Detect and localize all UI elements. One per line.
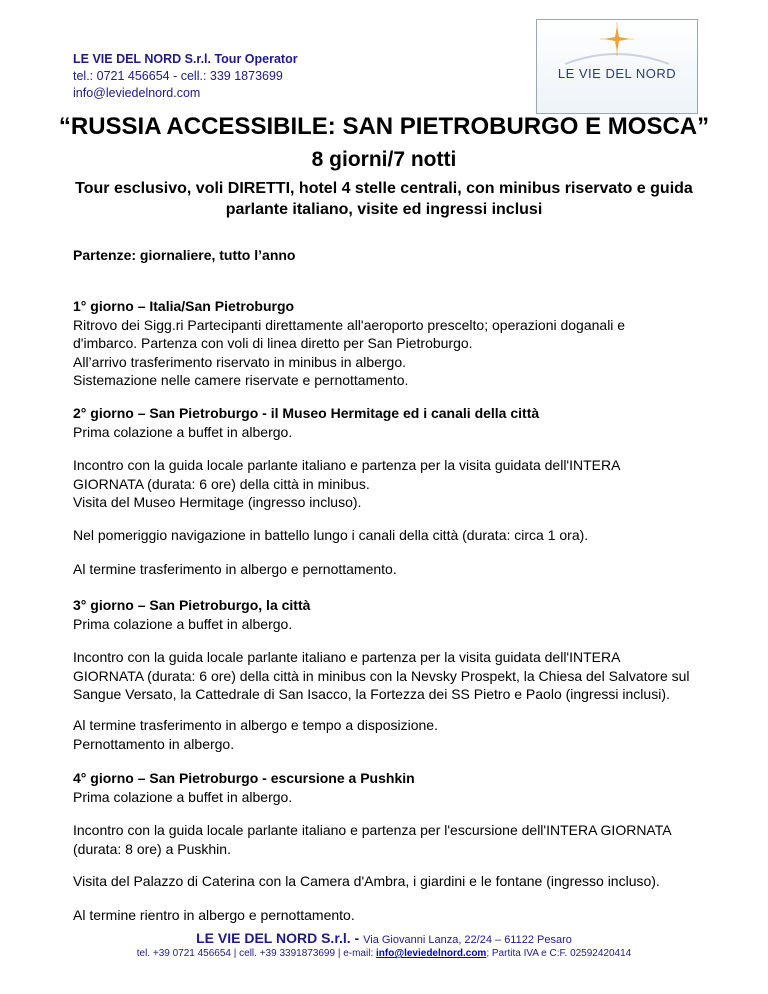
footer-email-link[interactable]: info@leviedelnord.com xyxy=(376,948,487,959)
day3-section xyxy=(73,596,713,633)
day1-line: Ritrovo dei Sigg.ri Partecipanti direttamente all'aeroporto prescelto; operazioni doganali e xyxy=(73,316,626,333)
day3-end xyxy=(73,716,713,753)
day3-line: GIORNATA (durata: 6 ore) della città in minibus con la Nevsky Prospekt, la Chiesa del Salvatore sul xyxy=(73,667,690,684)
footer-contacts: tel. +39 0721 456654 | cell. +39 3391873699 | e-mail: xyxy=(136,948,376,959)
day2-heading: 2° giorno – San Pietroburgo - il Museo Hermitage ed i canali della città xyxy=(73,405,540,421)
day1-line: d'imbarco. Partenza con voli di linea diretto per San Pietroburgo. xyxy=(73,335,473,351)
day2-section xyxy=(73,404,713,441)
company-name: LE VIE DEL NORD S.r.l. Tour Operator xyxy=(73,52,298,66)
day2-line: GIORNATA (durata: 6 ore) della città in minibus. xyxy=(73,475,370,492)
day2-end-text: Al termine trasferimento in albergo e pernottamento. xyxy=(73,561,397,577)
day3-breakfast: Prima colazione a buffet in albergo. xyxy=(73,615,293,632)
day3-visit xyxy=(73,648,713,704)
footer-vat: ; Partita IVA e C:F. 02592420414 xyxy=(486,948,632,959)
day2-end xyxy=(73,560,713,579)
day3-heading: 3° giorno – San Pietroburgo, la città xyxy=(73,597,311,613)
day4-line: (durata: 8 ore) a Puskhin. xyxy=(73,840,231,857)
day2-visit xyxy=(73,456,713,512)
footer-contacts-line xyxy=(0,948,768,959)
footer-address-line xyxy=(0,930,768,946)
company-logo xyxy=(536,19,698,114)
day2-afternoon-text: Nel pomeriggio navigazione in battello lungo i canali della città (durata: circa 1 ora). xyxy=(73,527,589,543)
day4-visit-text: Visita del Palazzo di Caterina con la Camera d'Ambra, i giardini e le fontane (ingresso incluso). xyxy=(73,873,660,889)
day2-line: Visita del Museo Hermitage (ingresso incluso). xyxy=(73,494,362,510)
company-header xyxy=(73,51,298,102)
day3-end-line: Al termine trasferimento in albergo e tempo a disposizione. xyxy=(73,717,438,733)
day1-line: Sistemazione nelle camere riservate e pernottamento. xyxy=(73,372,409,388)
day4-visit xyxy=(73,872,713,891)
day1-line: All’arrivo trasferimento riservato in minibus in albergo. xyxy=(73,353,407,370)
company-phones: tel.: 0721 456654 - cell.: 339 1873699 xyxy=(73,69,283,83)
day3-end-line: Pernottamento in albergo. xyxy=(73,735,235,752)
footer-address: Via Giovanni Lanza, 22/24 – 61122 Pesaro xyxy=(363,934,572,946)
page-title: “RUSSIA ACCESSIBILE: SAN PIETROBURGO E MOSCA” xyxy=(58,113,710,140)
day1-section xyxy=(73,297,713,390)
day3-line: Incontro con la guida locale parlante italiano e partenza per la visita guidata dell'INTERA xyxy=(73,649,621,665)
day4-excursion xyxy=(73,821,713,858)
day4-end-text: Al termine rientro in albergo e pernottamento. xyxy=(73,907,355,923)
logo-text: LE VIE DEL NORD xyxy=(557,66,677,81)
day2-afternoon xyxy=(73,526,713,545)
page-subtitle: 8 giorni/7 notti xyxy=(311,148,457,171)
footer-company: LE VIE DEL NORD S.r.l. xyxy=(196,930,351,946)
day4-end xyxy=(73,906,713,925)
day2-line: Incontro con la guida locale parlante italiano e partenza per la visita guidata dell'INTERA xyxy=(73,457,621,473)
day4-line: Incontro con la guida locale parlante italiano e partenza per l'escursione dell'INTERA GIORNATA xyxy=(73,822,672,838)
day2-breakfast: Prima colazione a buffet in albergo. xyxy=(73,423,293,440)
day4-heading: 4° giorno – San Pietroburgo - escursione a Pushkin xyxy=(73,770,415,786)
company-email: info@leviedelnord.com xyxy=(73,86,201,100)
day1-heading: 1° giorno – Italia/San Pietroburgo xyxy=(73,298,295,314)
day4-breakfast: Prima colazione a buffet in albergo. xyxy=(73,788,293,805)
departures-text: Partenze: giornaliere, tutto l’anno xyxy=(73,247,296,263)
tour-tagline: Tour esclusivo, voli DIRETTI, hotel 4 stelle centrali, con minibus riservato e guida parlante italiano, visite ed ingressi inclusi xyxy=(75,180,693,218)
departures-line xyxy=(73,246,713,265)
footer-separator: - xyxy=(350,930,364,946)
day4-section xyxy=(73,769,713,806)
day3-line: Sangue Versato, la Cattedrale di San Isacco, la Fortezza dei SS Pietro e Paolo (ingressi inclusi). xyxy=(73,686,670,702)
